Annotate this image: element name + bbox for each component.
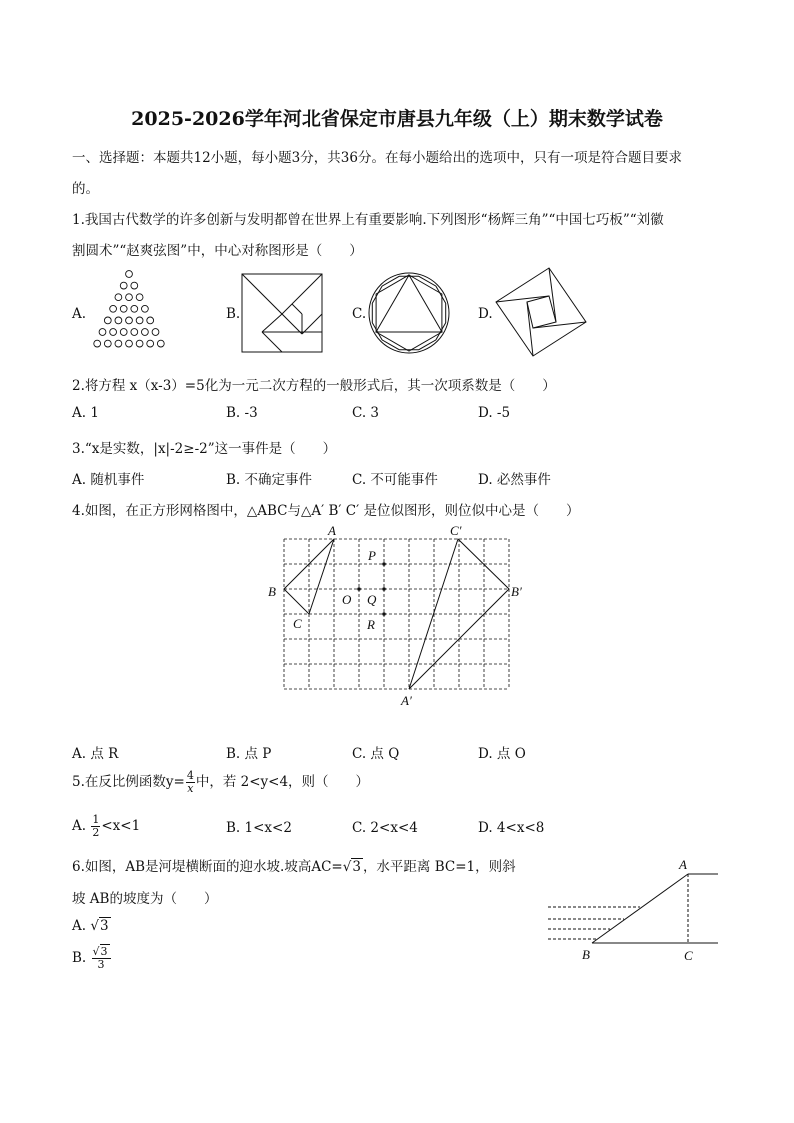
q5-option-c: C. 2<x<4 bbox=[352, 820, 418, 836]
q5-option-b: B. 1<x<2 bbox=[226, 820, 292, 836]
q1-option-b: B. bbox=[226, 306, 241, 322]
q6-option-b: B. $\frac{√3}{3}$ bbox=[72, 946, 112, 971]
q3-stem: 3.“x是实数，|x|-2≥-2”这一事件是（ ） bbox=[72, 441, 337, 457]
label-b-prime: B′ bbox=[511, 584, 522, 599]
tangram-figure bbox=[240, 272, 324, 354]
q2-stem: 2.将方程 x（x-3）=5化为一元二次方程的一般形式后，其一次项系数是（ ） bbox=[72, 378, 556, 394]
label-q: Q bbox=[367, 592, 377, 607]
q4-stem: 4.如图，在正方形网格图中，△ABC与△A′ B′ C′ 是位似图形，则位似中心是（ ） bbox=[72, 503, 580, 519]
q2-option-a: A. 1 bbox=[72, 405, 99, 421]
label-b: B bbox=[268, 584, 276, 599]
label-a-prime: A′ bbox=[401, 693, 412, 708]
label-r: R bbox=[367, 617, 375, 632]
q6-stem-line1: 6.如图，AB是河堤横断面的迎水坡.坡高AC=√3 ，水平距离 BC=1，则斜 bbox=[72, 859, 516, 875]
label-o: O bbox=[342, 592, 352, 607]
q3-option-c: C. 不可能事件 bbox=[352, 472, 438, 488]
label-c: C bbox=[293, 616, 302, 631]
section-heading-line1: 一、选择题：本题共12小题，每小题3分，共36分。在每小题给出的选项中，只有一项是符合题目要求 bbox=[72, 150, 682, 166]
label-a: A bbox=[679, 857, 687, 872]
label-b: B bbox=[582, 947, 590, 962]
q1-stem-line2: 割圆术”“赵爽弦图”中，中心对称图形是（ ） bbox=[72, 243, 363, 259]
q2-option-d: D. -5 bbox=[478, 405, 511, 421]
q1-option-c: C. bbox=[352, 306, 367, 322]
q2-option-c: C. 3 bbox=[352, 405, 380, 421]
label-c: C bbox=[684, 948, 693, 963]
q3-option-d: D. 必然事件 bbox=[478, 472, 551, 488]
q1-stem-line1: 1.我国古代数学的许多创新与发明都曾在世界上有重要影响.下列图形“杨辉三角”“中国七巧板”“刘徽 bbox=[72, 212, 664, 228]
q1-option-d: D. bbox=[478, 306, 493, 322]
q4-option-b: B. 点 P bbox=[226, 746, 272, 762]
q5-option-d: D. 4<x<8 bbox=[478, 820, 545, 836]
q1-option-a: A. bbox=[72, 306, 87, 322]
label-c-prime: C′ bbox=[450, 523, 462, 538]
q2-option-b: B. -3 bbox=[226, 405, 258, 421]
q6-option-a: A. √3 bbox=[72, 918, 109, 934]
slope-embankment-figure bbox=[540, 852, 724, 968]
q4-option-a: A. 点 R bbox=[72, 746, 119, 762]
q6-stem-line2: 坡 AB的坡度为（ ） bbox=[72, 891, 218, 907]
section-heading-line2: 的。 bbox=[72, 181, 99, 197]
q4-option-c: C. 点 Q bbox=[352, 746, 400, 762]
zhao-shuang-figure bbox=[494, 266, 588, 358]
exam-title: 2025-2026学年河北省保定市唐县九年级（上）期末数学试卷 bbox=[131, 108, 663, 130]
liu-hui-circle-figure bbox=[366, 270, 452, 356]
q4-option-d: D. 点 O bbox=[478, 746, 526, 762]
q3-option-b: B. 不确定事件 bbox=[226, 472, 313, 488]
q5-stem: 5.在反比例函数y= $\frac{4}{x}$ 中，若 2<y<4，则（ ） bbox=[72, 769, 370, 795]
label-p: P bbox=[368, 548, 376, 563]
similar-triangles-grid-figure bbox=[262, 520, 542, 710]
q5-option-a: A. $\frac{1}{2}$ <x<1 bbox=[72, 813, 141, 839]
yang-hui-triangle-figure bbox=[86, 268, 172, 356]
q3-option-a: A. 随机事件 bbox=[72, 472, 145, 488]
label-a: A bbox=[328, 523, 336, 538]
